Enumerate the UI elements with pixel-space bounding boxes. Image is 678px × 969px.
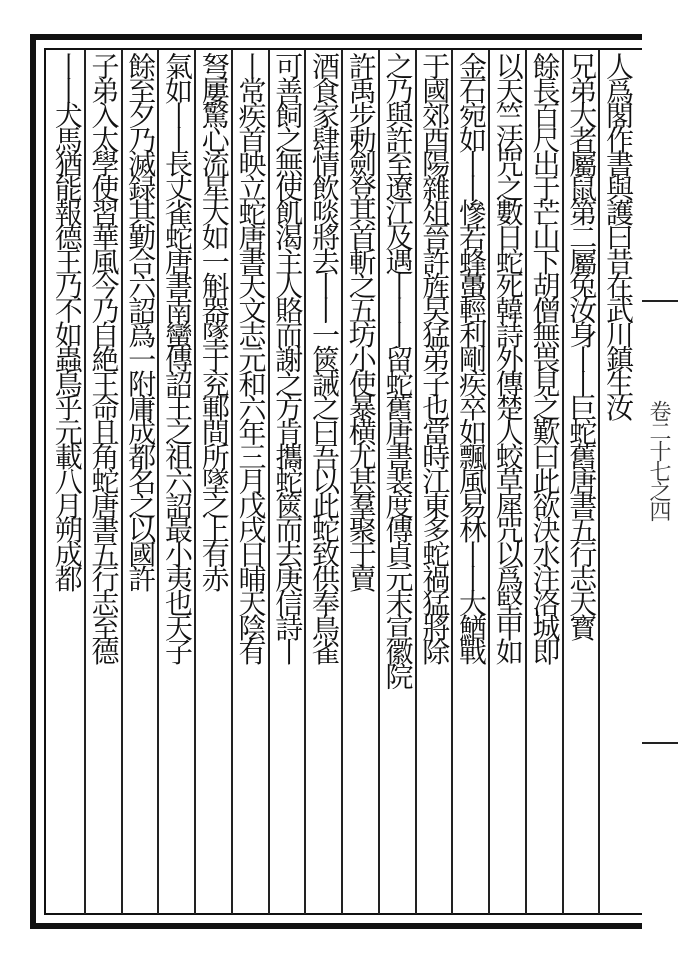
bottom-border-line xyxy=(44,913,642,915)
top-border-line xyxy=(44,48,642,50)
text-column: 丨丨犬馬猶能報德王乃不如蟲鳥乎元載八月朔成都 xyxy=(50,52,84,589)
text-column: 氣如丨丨長丈雀蛇唐書南蠻傳詔王之祖六詔最小夷也天子 xyxy=(161,52,194,663)
text-column: 金石宛如丨丨慘若蜂蠆輕利剛疾卒如飄風易林丨丨大鰌戰 xyxy=(455,52,488,663)
text-column: 丨常疾首映立蛇唐書天文志元和六年三月戊戌日晡天陰有 xyxy=(234,52,268,663)
text-column: 以天竺法咒之數日蛇死韓詩外傳楚人蛟草犀咒以爲堅甲如 xyxy=(491,52,525,663)
text-column: 酒食家肆情飲啖將去丨丨一篋誡之曰吾以此蛇致供奉鳥雀 xyxy=(308,52,341,663)
text-column: 可善飼之無使飢渴主人賂而謝之方肯攜蛇篋而去庚信詩丨 xyxy=(271,52,305,663)
text-column: 子弟入太學使習華風今乃自絶王命且角蛇唐書五行志至德 xyxy=(87,52,121,663)
text-column: 弩屢驚心流星大如一斛器墜于兖鄆間所墜之上有赤 xyxy=(197,52,231,589)
fold-mark-top xyxy=(642,300,678,302)
text-column: 餘長百尺出于芒山下胡僧無畏見之歎曰此欲決水注洛城即 xyxy=(528,52,562,663)
text-column: 于國郊酉陽雜俎晉許旌旲猛弟子也當時江東多蛇禍猛將除 xyxy=(418,52,452,663)
text-column: 許禹步勅劍登其首斬之五坊小使暴横尤甚羣聚于賣 xyxy=(344,52,378,589)
left-inner-border-line xyxy=(44,48,46,915)
text-column: 餘至夕乃滅録其勤合六詔爲一附庸成都名之以國許 xyxy=(124,52,158,589)
margin-note: 卷二十七之四 xyxy=(646,400,671,520)
text-column: 之乃與許至遼江及遇丨丨丨留蛇舊唐書裴度傳貞元末宣徽院 xyxy=(381,52,415,687)
fold-mark-bottom xyxy=(642,742,678,744)
text-column: 兄弟大者屬鼠第二屬兔汝身丨丨巨蛇舊唐書五行志天寳 xyxy=(565,52,599,638)
text-column: 人爲閣作書與護曰昔在武川鎮生汝 xyxy=(602,52,635,419)
